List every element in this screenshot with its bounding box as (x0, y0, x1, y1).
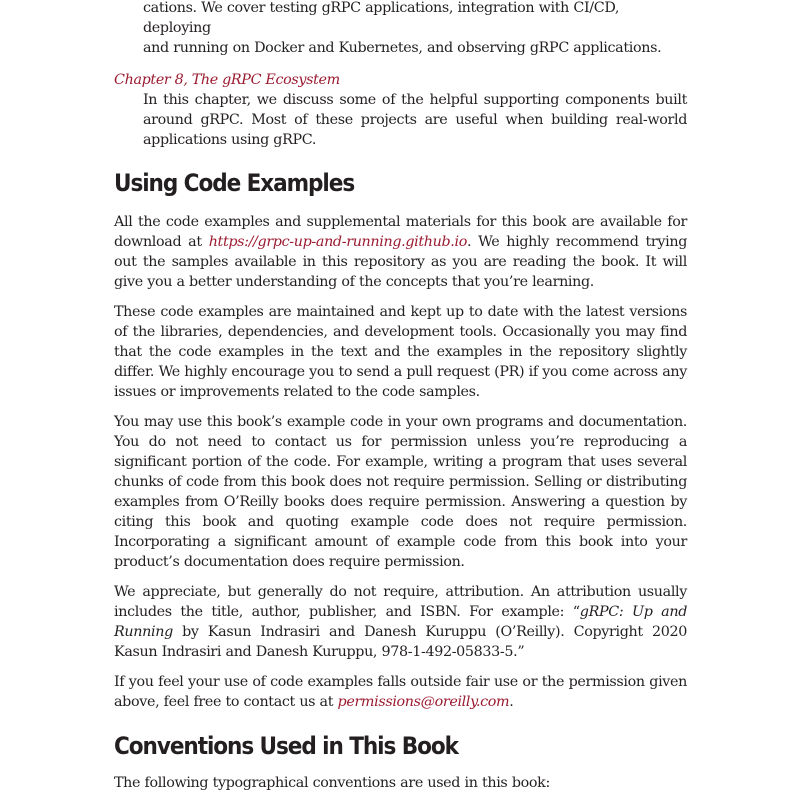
code-examples-paragraph-2: These code examples are maintained and kept up to date with the latest versions of the libraries, dependencies, and development tools. Occasionally you may find that the code examples in the text and the examples in the repository slightly differ. We highly encourage you to send a pull request (PR) if you come across any issues or improvements related to the code samples. (114, 304, 687, 400)
book-page (114, 0, 687, 793)
p5-text-before: If you feel your use of code examples falls outside fair use or the permission given above, feel free to contact us at (114, 674, 687, 710)
section-heading-code-examples: Using Code Examples (114, 169, 355, 197)
section-heading-conventions: Conventions Used in This Book (114, 732, 458, 760)
code-examples-paragraph-4 (114, 582, 687, 662)
chapter8-title[interactable]: Chapter 8, The gRPC Ecosystem (114, 72, 340, 88)
conventions-intro: The following typographical conventions are used in this book: (114, 775, 550, 791)
book-title: gRPC: Up and Running (114, 604, 688, 640)
chapter8-description-block (143, 90, 687, 150)
repository-link[interactable]: https://grpc-up-and-running.github.io (208, 234, 467, 250)
permissions-email-link[interactable]: permissions@oreilly.com (337, 694, 510, 710)
chapter8-description: In this chapter, we discuss some of the helpful supporting components built around gRPC. Most of these projects are useful when building real-world applications using gRPC. (143, 92, 687, 148)
p4-text-before: We appreciate, but generally do not require, attribution. An attribution usually includes the title, author, publisher, and ISBN. For example: “ (114, 584, 687, 620)
code-examples-paragraph-3: You may use this book’s example code in your own programs and documentation. You do not need to contact us for permission unless you’re reproducing a significant portion of the code. For example, writing a program that uses several chunks of code from this book does not require permission. Selling or distributing examples from O’Reilly books does require permission. Answering a question by citing this book and quoting example code does not require permission. Incorporating a significant amount of example code from this book into your product’s documentation does require permission. (114, 414, 687, 570)
p4-text-after: by Kasun Indrasiri and Danesh Kuruppu (O’Reilly). Copyright 2020 Kasun Indrasiri and Danesh Kuruppu, 978-1-492-05833-5.” (114, 624, 687, 660)
code-examples-paragraph-5 (114, 672, 687, 712)
p1-text-before: All the code examples and supplemental materials for this book are available for download at (114, 214, 687, 250)
chapter7-description (143, 0, 687, 58)
chapter7-line-2: and running on Docker and Kubernetes, and observing gRPC applications. (143, 40, 662, 56)
chapter7-line-1: cations. We cover testing gRPC applications, integration with CI/CD, deploying (143, 0, 620, 36)
p1-text-after: . We highly recommend trying out the samples available in this repository as you are reading the book. It will give you a better understanding of the concepts that you’re learning. (114, 234, 688, 290)
code-examples-paragraph-1 (114, 212, 687, 292)
p5-text-after: . (509, 694, 514, 710)
